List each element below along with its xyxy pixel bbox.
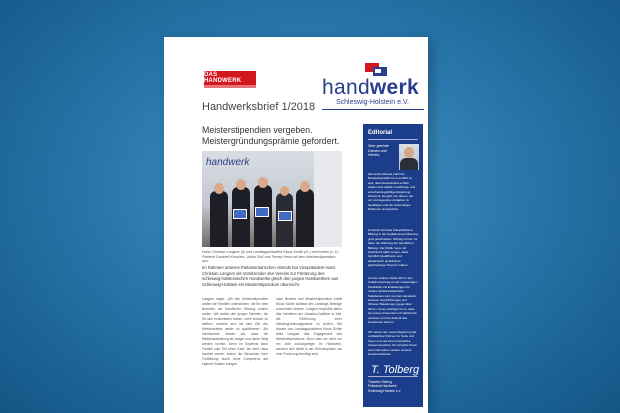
person-head (236, 179, 246, 190)
signature-line (368, 376, 418, 377)
person-head (258, 177, 268, 188)
signer-name: Thorsten Tolberg (368, 380, 392, 384)
signer-role-2: Schleswig-Holstein e.V. (368, 388, 402, 393)
photo-banner (314, 151, 342, 247)
brand-region: Schleswig-Holstein e.V. (336, 99, 409, 106)
person-figure (210, 191, 228, 247)
person-head (300, 181, 310, 192)
article-headline (202, 125, 362, 146)
article-lead: Im Rahmen unseres Parlamentarischen Abends hat Vizepräsident Hans Christian Langner als Vorsitzender des Vereins zur Förderung des schleswig-holsteinischen Handwerks gleich drei jungen Handwerkern aus Schleswig-Holstein ein Meisterstipendium überreicht. (202, 265, 339, 287)
das-handwerk-logo-stripe (204, 85, 256, 88)
signer-role-1: Präsident Handwerk (368, 384, 397, 389)
article-body-column-2: nach Bewerb und Meisterstipendium erteilt Klaus Schlie sichtbar des Landtags Beiträge zusammen können. Langner begrüßte daher das Vorhaben der Jamaika-Koalition in Kiel, die Einführung einer Meistergründungsprämie zu prüfen. Bei Ansatz von Landtagspräsident Klaus Schlie lobte Langner das Engagement des Meisterstipendiums. Denn dies sei nicht nur ein Jahr zurückgelegte im Handwerk, sondern sich direkt in der Gründerphase, wo eine Förderung benötigt wird. (276, 297, 342, 356)
newsletter-page (164, 37, 428, 413)
wordmark-light: hand (322, 76, 370, 99)
handwerk-wordmark (322, 76, 419, 100)
editorial-paragraph-2: Zu Recht wird das Zukunftsthema Bildung in der Koalitionsvereinbarung groß geschrieben. Wichtig ist hier vor allem die Stärkung der beruflichen Bildung. Die Politik muss mit Nachdruck dafür sorgen, dass beruflich Qualifizierte und akademisch Qualifizierte gleichwertige Chancen haben. (368, 228, 418, 268)
article-body-column-1: Langner sagte: „Mit den Meisterstipendien wollen wir Familien unterstützen, die für viele Bereiche der beruflichen Bildung nutzen wollen. Wir wollen den jungen Talenten, die für sich entschieden haben, nicht einfach zu bleiben, sondern sich mit dem Ziel des Meisterbriefes weiter zu qualifizieren.“ Als Handwerker wissen wir, dass die Meisterausbildung ein langer und harter Weg werden könnte. Denn im Ergebnis kann Familie zum Teil einen Kauf, bei dem Haus handelt werde, indem die Menschen ihrer Fortbildung durch neue Kompetenz auf eigenen Saaten bringen. (202, 297, 268, 366)
person-head (280, 186, 289, 196)
handwerk-brand-mark-icon (365, 63, 391, 77)
editorial-rule (368, 139, 418, 140)
headline-line-2: Meistergründungsprämie gefordert. (202, 135, 340, 146)
photo-backdrop-sign: handwerk (206, 157, 250, 168)
person-head (214, 183, 224, 194)
editorial-title: Editorial (368, 130, 393, 136)
editorial-paragraph-3: Auf der anderen Seite fehlt in den Koalitionsvertrag an der notwendigen Flexibilität und Entlastungen für unsere Handwerksbetriebe. Stattdessen wird uns das Handwerk weiteren Verpflichtungen und höheren Belastungen gegenüber führen. Umso wichtiger ist es, dass wir unsere Interessen mit Nachdruck vertreten und die Zukunft des Handwerks sichern. (368, 276, 418, 325)
issue-title: Handwerksbrief 1/2018 (202, 101, 316, 113)
certificate (278, 211, 292, 221)
editorial-greeting: Sehr geehrte Damen und Herren, (368, 144, 389, 158)
person-figure (296, 189, 314, 247)
editorial-portrait (399, 144, 419, 170)
editorial-paragraph-4: Wir stehen der neuen Regierung als verlässlicher Partner zur Seite und freuen uns auf eine konstruktive Zusammenarbeit. Ich wünsche Ihnen eine informative Lektüre unseres Handwerksbriefs. (368, 330, 418, 357)
editorial-signer (368, 380, 418, 393)
portrait-body (400, 158, 418, 170)
certificate (255, 207, 269, 217)
certificate (233, 209, 247, 219)
wordmark-bold: werk (369, 76, 419, 99)
editorial-box (363, 124, 423, 407)
headline-line-1: Meisterstipendien vergeben. (202, 125, 313, 135)
das-handwerk-logo: DAS HANDWERK (204, 71, 256, 85)
article-photo (202, 151, 342, 247)
editorial-paragraph-1: fast sechs Monate nach der Bundestagswahl ist es endlich so weit, dass Deutschland endlich wieder eine stabile, handlungs- und entscheidungsfähige Regierung bekommt. Es geht nun darum, die vor uns liegenden Aufgaben zu bewältigen und die notwendigen Reformen anzupacken. (368, 172, 416, 212)
portrait-head (404, 147, 414, 158)
brand-divider (322, 109, 424, 110)
editorial-signature: T. Tolberg (371, 364, 420, 376)
photo-caption: Hans Christian Langner (li) und Landtagspräsident Klaus Schlie (re.) zeichneten (v. li.) Frederik Dankleff-Kirschen, Julian Saß und Teresa Hess mit dem Meisterstipendium aus. (202, 250, 339, 264)
